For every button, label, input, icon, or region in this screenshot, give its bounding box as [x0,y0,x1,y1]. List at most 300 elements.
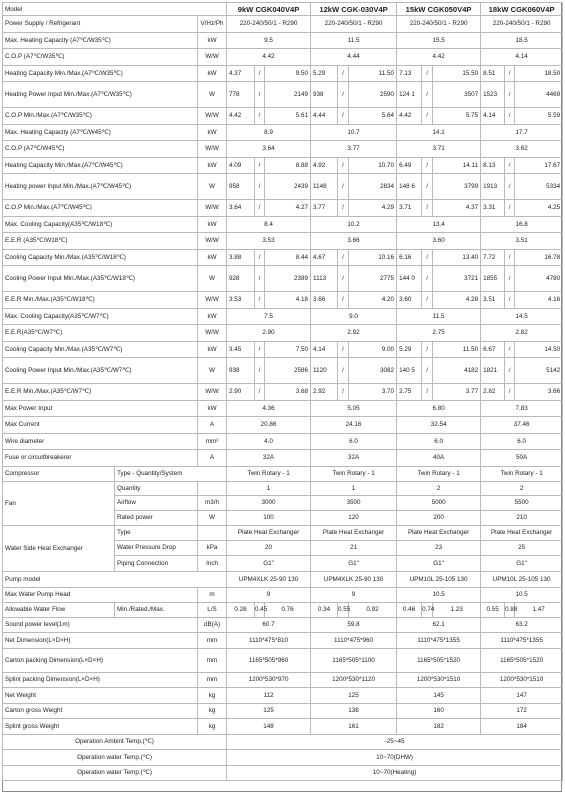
spec-row [3,617,563,633]
max-value: 3.66 [515,384,563,401]
spec-row [3,200,563,217]
value-cell: 6.0 [481,433,563,450]
value-cell: 5.05 [311,400,397,417]
value-cell: 3.71 [397,141,481,158]
row-label: Max. Heating Capacity (A7℃/W45℃) [3,124,198,141]
sub-label: Type - Quantity/System [115,466,227,481]
spec-row [3,65,563,82]
value-cell: 1165*505*1520 [481,648,563,672]
unit-cell: W [198,174,227,200]
range-slash: / [338,358,349,384]
row-label: Pump model [3,571,227,587]
value-cell: Twin Rotary - 1 [397,466,481,481]
spec-row [3,266,563,292]
value-cell: 63.2 [481,617,563,633]
min-value: 5.29 [397,341,422,358]
value-cell: 11.5 [311,32,397,49]
sub-label: Min./Rated./Max. [115,602,198,617]
spec-row [3,216,563,233]
range-slash: / [338,384,349,401]
row-label: Power Supply / Refrigerant [3,16,198,33]
min-value: 3.45 [227,341,255,358]
value-cell: 172 [481,703,563,719]
value-cell: 182 [397,719,481,735]
min-value: 1120 [311,358,338,384]
spec-row [3,249,563,266]
min-value: 1855 [481,266,505,292]
min-value: 4.42 [227,108,255,125]
unit-cell: W/W [198,325,227,342]
min-value: 4.14 [481,108,505,125]
value-cell: UPM4XLK 25-90 130 [311,571,397,587]
max-value: 5.61 [265,108,311,125]
header-row [3,3,563,16]
range-slash: / [505,249,515,266]
unit-cell: m3/h [198,495,227,510]
value-cell: 4.14 [481,49,563,66]
operation-label: Operation Ambint Temp.(℃) [3,734,227,750]
value-cell: Twin Rotary - 1 [481,466,563,481]
compressor-row [3,466,563,481]
spec-row [3,703,563,719]
value-cell: 5500 [481,495,563,510]
value-cell: G1" [397,555,481,571]
spec-row [3,450,563,467]
row-label: E.E.R Min./Max.(A35℃/W7℃) [3,384,198,401]
value-cell: 6.0 [397,433,481,450]
group-label: Fan [3,481,115,525]
spec-row [3,82,563,108]
max-value: 2590 [349,82,397,108]
min-value: 2.92 [311,384,338,401]
row-label: Carton gross Weight [3,703,198,719]
range-slash: / [338,82,349,108]
value-cell: 3.77 [311,141,397,158]
min-value: 938 [311,82,338,108]
value-cell: 148 [227,719,311,735]
max-value: 1.47 [515,602,563,617]
value-cell: 32.54 [397,417,481,434]
row-label: Max Power Input [3,400,198,417]
value-cell: 9.0 [311,308,397,325]
min-value: 1913 [481,174,505,200]
value-cell: 3.66 [311,233,397,250]
value-cell: 1200*530*1510 [481,672,563,688]
spec-row [3,141,563,158]
value-cell: 3000 [227,495,311,510]
unit-cell: A [198,450,227,467]
range-slash: / [338,200,349,217]
value-cell: 1110*475*960 [311,633,397,649]
value-cell: 11.5 [397,308,481,325]
min-value: 4.44 [311,108,338,125]
max-value: 3.68 [265,384,311,401]
value-cell: 16.8 [481,216,563,233]
value-cell: 14.5 [481,308,563,325]
row-label: Cooling Capacity Min./Max.(A35℃/W18℃) [3,249,198,266]
range-slash: / [505,384,515,401]
value-cell: 1165*505*1100 [311,648,397,672]
row-label: Max. Heating Capacity (A7℃/W35℃) [3,32,198,49]
range-slash: / [422,82,433,108]
min-value: 1148 [311,174,338,200]
range-slash: / [422,341,433,358]
min-value: 3.60 [397,292,422,309]
value-cell: 10.5 [397,587,481,602]
min-value: 6.67 [481,341,505,358]
min-value: 140 5 [397,358,422,384]
max-value: 15.50 [433,65,481,82]
operation-value: 10~70(DHW) [227,750,563,766]
group-label: Water Side Heat Exchanger [3,525,115,571]
value-cell: 2.75 [397,325,481,342]
range-slash: / [422,157,433,174]
max-value: 3799 [433,174,481,200]
max-value: 14.50 [515,341,563,358]
value-cell: 8.4 [227,216,311,233]
unit-cell: m [198,587,227,602]
value-cell: 200 [397,510,481,525]
min-value: 3.53 [227,292,255,309]
row-label: Max Current [3,417,198,434]
value-cell: 40A [397,450,481,467]
max-value: 0.92 [349,602,397,617]
max-value: 10.16 [349,249,397,266]
value-cell: 100 [227,510,311,525]
max-value: 3082 [349,358,397,384]
min-value: 4.37 [227,65,255,82]
min-value: 2.90 [227,384,255,401]
max-value: 3.70 [349,384,397,401]
range-slash: / [422,292,433,309]
value-cell: 3.53 [227,233,311,250]
spec-row [3,719,563,735]
value-cell: 4.36 [227,400,311,417]
max-value: 1.23 [433,602,481,617]
rated-value: 0.45 [255,602,265,617]
max-value: 5.59 [515,108,563,125]
min-value: 4.92 [311,157,338,174]
spec-row [3,433,563,450]
value-cell: 1110*475*810 [227,633,311,649]
model-label: Model [3,3,227,16]
max-value: 3507 [433,82,481,108]
value-cell: 125 [311,688,397,704]
value-cell: 210 [481,510,563,525]
spec-row [3,341,563,358]
row-label: E.E.R Min./Max.(A35℃/W18℃) [3,292,198,309]
min-value: 148 6 [397,174,422,200]
value-cell: 7.5 [227,308,311,325]
min-value: 778 [227,82,255,108]
value-cell: UPM10L 25-105 130 [481,571,563,587]
row-label: Cooling Power Input Min./Max.(A35℃/W7℃) [3,358,198,384]
value-cell: 32A [227,450,311,467]
unit-cell: W [198,266,227,292]
spec-row [3,325,563,342]
min-value: 928 [227,266,255,292]
sub-label: Quantity [115,481,198,495]
min-value: 2.82 [481,384,505,401]
value-cell: 24.16 [311,417,397,434]
max-value: 5.64 [349,108,397,125]
max-value: 2586 [265,358,311,384]
range-slash: / [255,174,265,200]
rated-value: 0.55 [338,602,349,617]
range-slash: / [338,65,349,82]
max-value: 8.44 [265,249,311,266]
water-flow-row [3,602,563,617]
max-value: 4182 [433,358,481,384]
unit-cell: W/W [198,384,227,401]
row-label: Heating Capacity Min./Max.(A7℃/W45℃) [3,157,198,174]
min-value: 3.77 [311,200,338,217]
water_exchanger-row [3,525,563,540]
value-cell: 37.46 [481,417,563,434]
spec-row [3,16,563,33]
row-label: Net Weight [3,688,198,704]
value-cell: 145 [397,688,481,704]
row-label: Max Water Pump Head [3,587,198,602]
range-slash: / [422,108,433,125]
value-cell: G1" [481,555,563,571]
model-name: 18kW CGK060V4P [481,3,563,16]
max-value: 4.25 [515,200,563,217]
max-value: 2389 [265,266,311,292]
row-label: Allowable Water Flow [3,602,115,617]
row-label: Heating power Input Min./Max.(A7℃/W45℃) [3,174,198,200]
spec-row [3,672,563,688]
min-value: 3.66 [311,292,338,309]
min-value: 3.51 [481,292,505,309]
unit-cell: W [198,358,227,384]
range-slash: / [505,157,515,174]
row-label: C.O.P Min./Max.(A7℃/W45℃) [3,200,198,217]
min-value: 0.34 [311,602,338,617]
operation-row [3,750,563,766]
spec-row [3,124,563,141]
sub-label: Piping Connection [115,555,198,571]
unit-cell: mm [198,648,227,672]
sub-label: Rated power [115,510,198,525]
value-cell: G1" [227,555,311,571]
row-label: Carton packing Dimension(L×D×H) [3,648,198,672]
value-cell: 7.83 [481,400,563,417]
unit-cell: W/W [198,141,227,158]
value-cell: 184 [481,719,563,735]
unit-cell: Inch [198,555,227,571]
model-name: 15kW CGK050V4P [397,3,481,16]
unit-cell: kW [198,308,227,325]
range-slash: / [255,292,265,309]
value-cell: 3.64 [227,141,311,158]
value-cell: 10.7 [311,124,397,141]
min-value: 1523 [481,82,505,108]
max-value: 4.29 [349,200,397,217]
unit-cell: kg [198,688,227,704]
value-cell: Plate Heat Exchanger [397,525,481,540]
unit-cell: W [198,82,227,108]
range-slash: / [338,341,349,358]
row-label: Heating Capacity Min./Max.(A7℃/W35℃) [3,65,198,82]
value-cell: 160 [397,703,481,719]
range-slash: / [505,292,515,309]
value-cell: 10.5 [481,587,563,602]
unit-cell: V/Hz/Ph [198,16,227,33]
min-value: 4.14 [311,341,338,358]
max-value: 4.37 [433,200,481,217]
value-cell: G1" [311,555,397,571]
max-value: 17.67 [515,157,563,174]
range-slash: / [255,108,265,125]
min-value: 938 [227,358,255,384]
range-slash: / [505,266,515,292]
value-cell: 1200*530*970 [227,672,311,688]
value-cell: 220-240/50/1 - R290 [397,16,481,33]
min-value: 6.49 [397,157,422,174]
range-slash: / [255,249,265,266]
spec-row [3,292,563,309]
fan-row [3,481,563,495]
value-cell: 4.42 [397,49,481,66]
row-label: Max. Cooling Capacity(A35℃/W18℃) [3,216,198,233]
pump-row [3,571,563,587]
row-label: Splint packing Dimension(L×D×H) [3,672,198,688]
min-value: 0.46 [397,602,422,617]
min-value: 6.16 [397,249,422,266]
unit-cell: W/W [198,108,227,125]
unit-cell: kg [198,703,227,719]
value-cell: 3.60 [397,233,481,250]
row-label: C.O.P (A7℃/W35℃) [3,49,198,66]
unit-cell [198,481,227,495]
value-cell: 6.0 [311,433,397,450]
unit-cell: W/W [198,200,227,217]
unit-cell: W/W [198,233,227,250]
value-cell: 9.5 [227,32,311,49]
operation-label: Operation water Temp.(℃) [3,765,227,781]
value-cell: 112 [227,688,311,704]
unit-cell: mm [198,633,227,649]
range-slash: / [505,358,515,384]
row-label: C.O.P (A7℃/W45℃) [3,141,198,158]
max-value: 4.16 [515,292,563,309]
spec-row [3,633,563,649]
max-value: 3.77 [433,384,481,401]
max-value: 5142 [515,358,563,384]
range-slash: / [422,174,433,200]
model-name: 9kW CGK040V4P [227,3,311,16]
row-label: C.O.P Min./Max.(A7℃/W35℃) [3,108,198,125]
value-cell: 21 [311,540,397,555]
model-name: 12kW CGK-030V4P [311,3,397,16]
value-cell: 50A [481,450,563,467]
value-cell: 15.5 [397,32,481,49]
spec-row [3,688,563,704]
unit-cell: W/W [198,292,227,309]
spec-row [3,308,563,325]
range-slash: / [255,82,265,108]
value-cell: 17.7 [481,124,563,141]
max-value: 14.11 [433,157,481,174]
min-value: 2.75 [397,384,422,401]
range-slash: / [338,249,349,266]
sub-label: Airflow [115,495,198,510]
value-cell: 32A [311,450,397,467]
row-label: Cooling Capacity Min./Max.(A35℃/W7℃) [3,341,198,358]
range-slash: / [338,157,349,174]
unit-cell: kW [198,249,227,266]
spec-row [3,157,563,174]
range-slash: / [255,341,265,358]
max-value: 4.18 [265,292,311,309]
range-slash: / [505,341,515,358]
value-cell: 4.44 [311,49,397,66]
spec-row [3,32,563,49]
spec-row [3,400,563,417]
range-slash: / [255,358,265,384]
max-value: 2149 [265,82,311,108]
row-label: Wire diameter [3,433,198,450]
max-value: 18.50 [515,65,563,82]
value-cell: 1165*505*960 [227,648,311,672]
max-value: 5334 [515,174,563,200]
value-cell: 120 [311,510,397,525]
range-slash: / [422,65,433,82]
rated-value: 0.88 [505,602,515,617]
max-value: 4.27 [265,200,311,217]
value-cell: 1165*505*1520 [397,648,481,672]
min-value: 0.28 [227,602,255,617]
range-slash: / [422,266,433,292]
min-value: 144 0 [397,266,422,292]
max-value: 9.50 [265,65,311,82]
range-slash: / [422,200,433,217]
spec-row [3,417,563,434]
row-label: Net Dimension(L×D×H) [3,633,198,649]
max-value: 4780 [515,266,563,292]
operation-label: Operation water Temp.(℃) [3,750,227,766]
value-cell: 1200*530*1510 [397,672,481,688]
value-cell: 2 [397,481,481,495]
value-cell: 161 [311,719,397,735]
value-cell: Twin Rotary - 1 [311,466,397,481]
max-value: 4469 [515,82,563,108]
unit-cell: kW [198,124,227,141]
value-cell: 3.51 [481,233,563,250]
operation-value: 10~70(Heating) [227,765,563,781]
value-cell: 220-240/50/1 - R290 [227,16,311,33]
pump-head-row [3,587,563,602]
range-slash: / [422,249,433,266]
value-cell: 14.1 [397,124,481,141]
min-value: 3.71 [397,200,422,217]
value-cell: 2.90 [227,325,311,342]
value-cell: 9 [227,587,311,602]
min-value: 8.51 [481,65,505,82]
value-cell: 125 [227,703,311,719]
spec-row [3,49,563,66]
range-slash: / [422,358,433,384]
value-cell: 18.5 [481,32,563,49]
range-slash: / [338,174,349,200]
min-value: 1821 [481,358,505,384]
min-value: 8.13 [481,157,505,174]
unit-cell: mm [198,672,227,688]
value-cell: 3500 [311,495,397,510]
value-cell: Plate Heat Exchanger [227,525,311,540]
value-cell: Plate Heat Exchanger [481,525,563,540]
